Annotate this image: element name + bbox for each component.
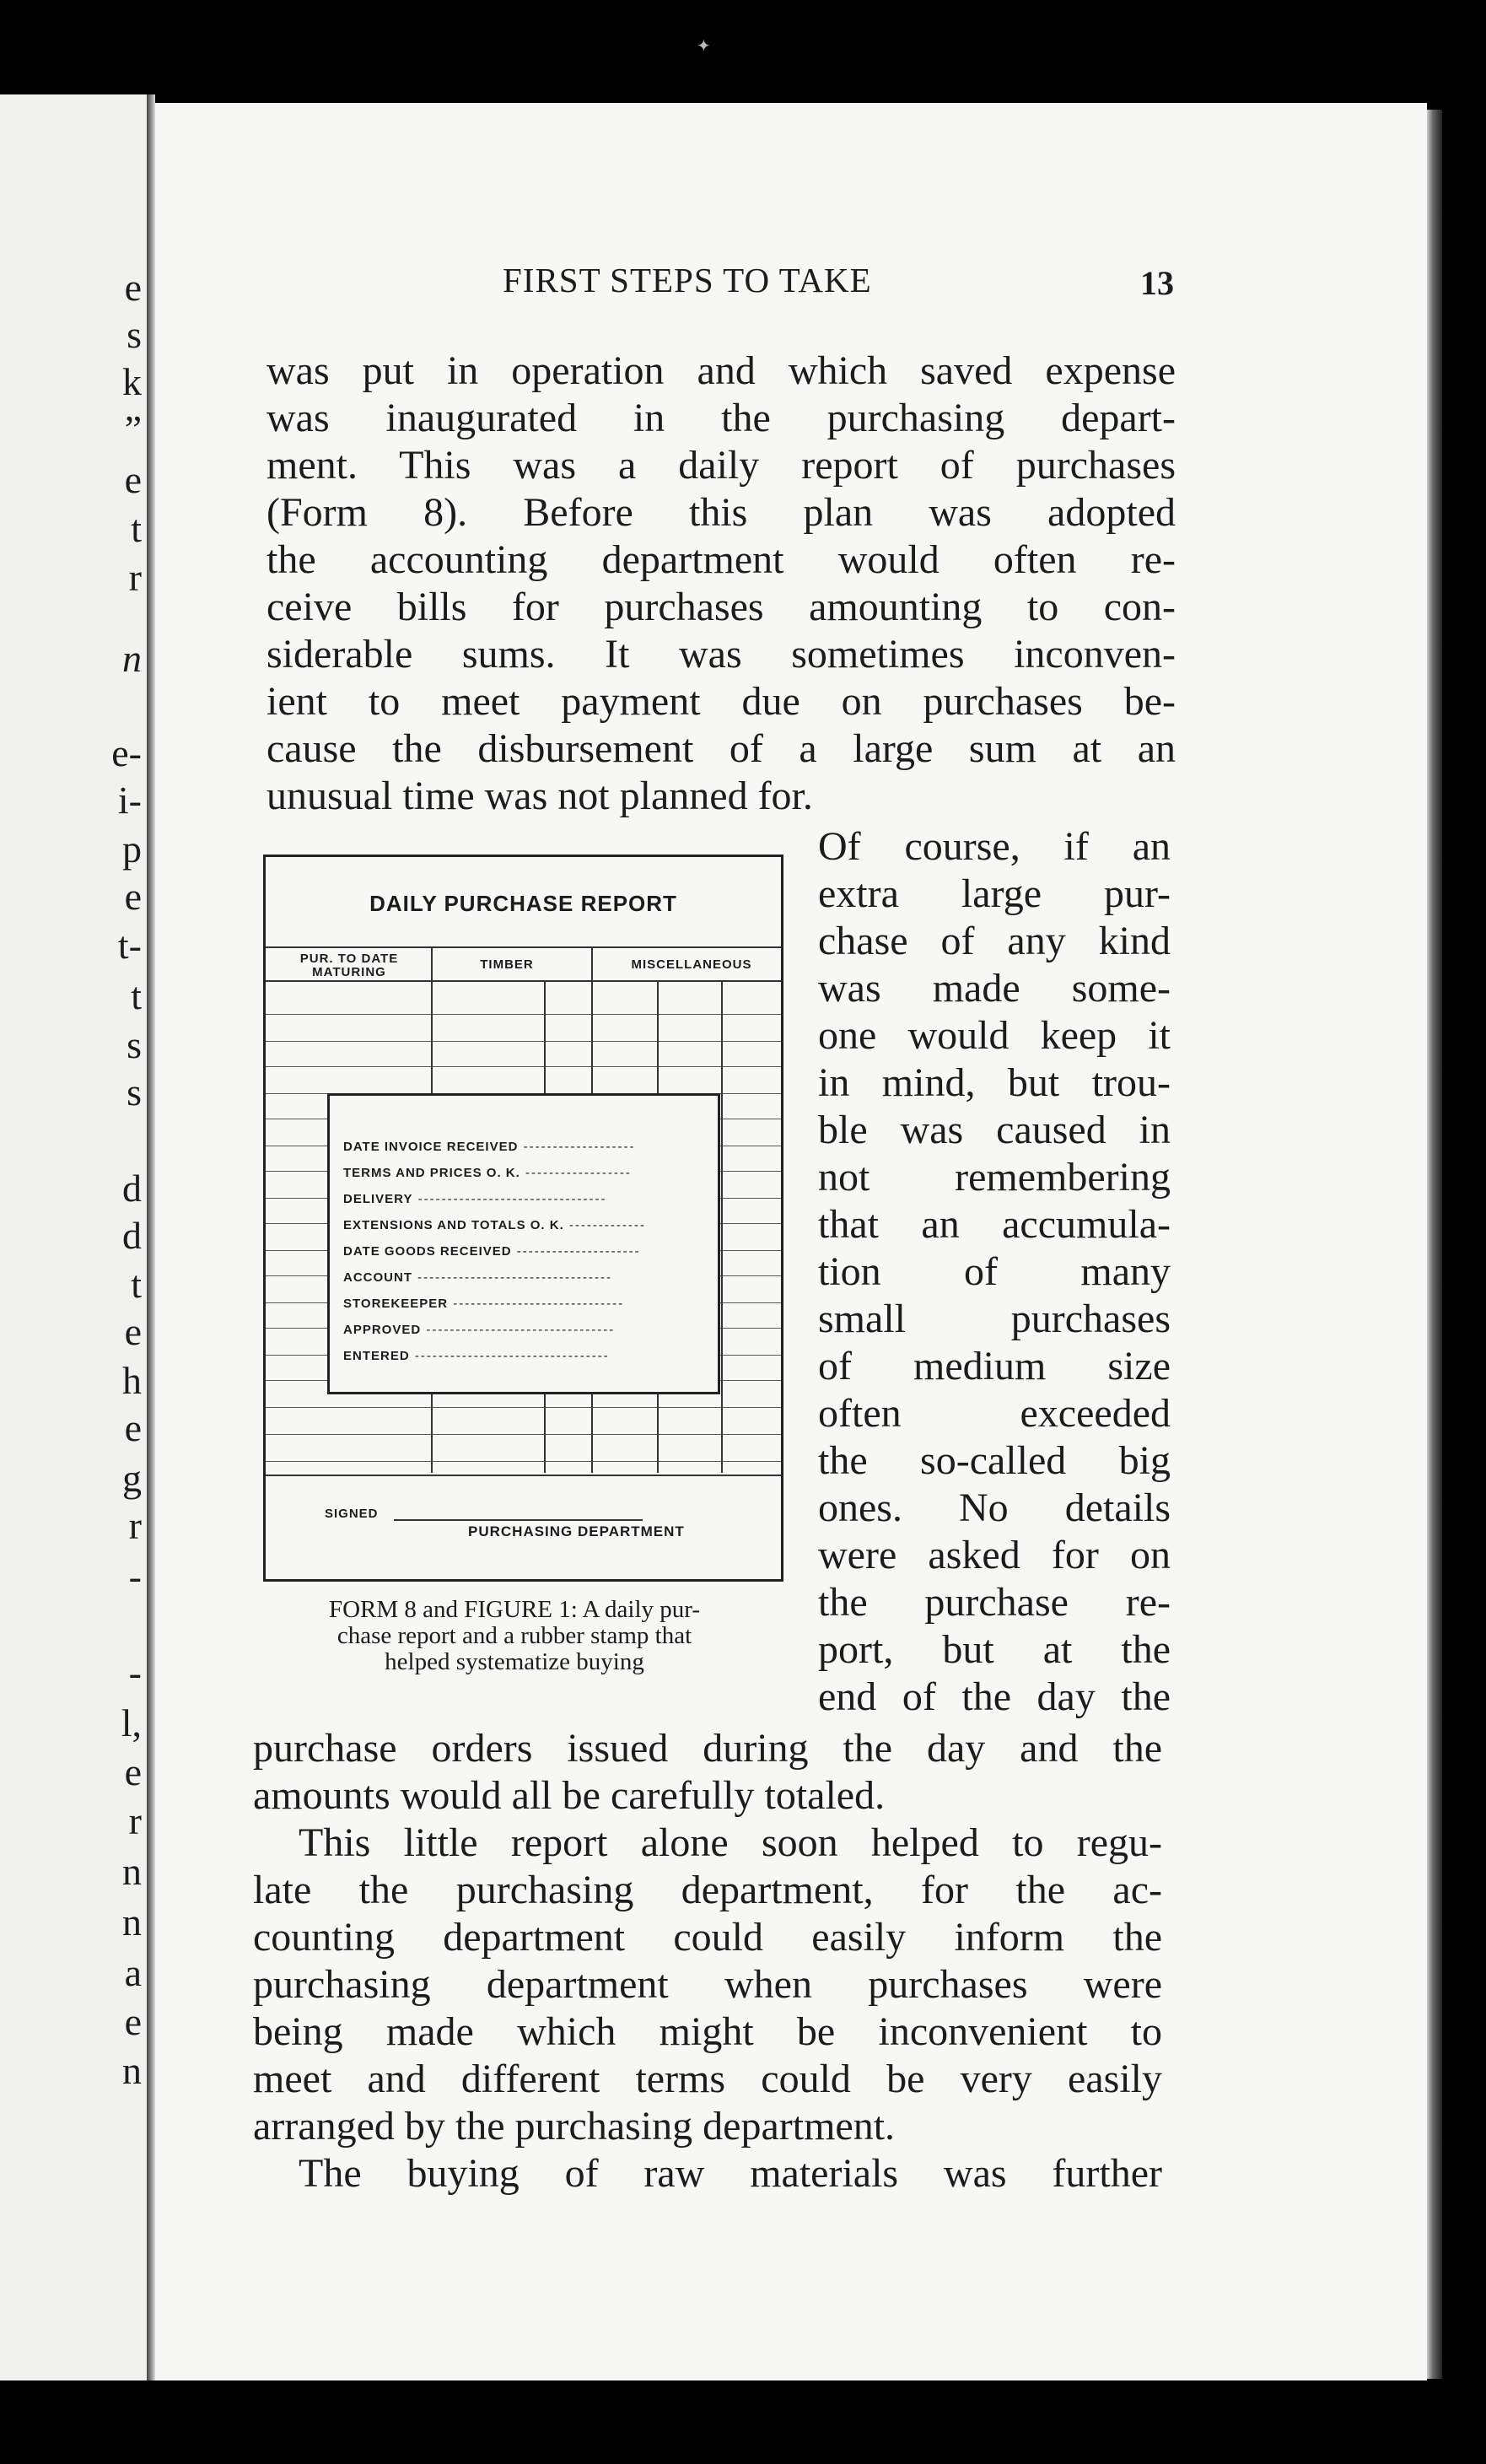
text-line: Of course, if an bbox=[818, 824, 1171, 869]
text-line: chase of any kind bbox=[818, 919, 1171, 963]
stamp-field bbox=[343, 1323, 615, 1337]
facing-page-edge bbox=[0, 94, 147, 2380]
text-line: counting department could easily inform the bbox=[253, 1915, 1162, 1960]
stamp-field-label: DELIVERY bbox=[343, 1192, 413, 1206]
text-line: being made which might be inconvenient to bbox=[253, 2009, 1162, 2054]
stamp-field-label: APPROVED bbox=[343, 1323, 422, 1337]
form-title: DAILY PURCHASE REPORT bbox=[369, 891, 677, 916]
form-row-rule bbox=[266, 1014, 781, 1015]
facing-page-fragment: i- bbox=[117, 779, 142, 822]
paragraph-2 bbox=[818, 823, 1171, 1721]
facing-page-fragment: t bbox=[131, 1263, 142, 1306]
text-line: was put in operation and which saved expense bbox=[267, 348, 1176, 393]
facing-page-fragment: ” bbox=[124, 407, 142, 450]
facing-page-fragment: n bbox=[122, 1850, 142, 1893]
text-line: were asked for on bbox=[818, 1533, 1171, 1577]
text-line: of medium size bbox=[818, 1344, 1171, 1388]
stamp-field bbox=[343, 1166, 632, 1180]
text-line: ble was caused in bbox=[818, 1108, 1171, 1152]
form-row-rule bbox=[266, 1434, 781, 1435]
signed-label: SIGNED bbox=[325, 1507, 379, 1521]
text-line: amounts would all be carefully totaled. bbox=[253, 1773, 886, 1818]
stamp-field bbox=[343, 1244, 641, 1259]
text-line: cause the disbursement of a large sum at an bbox=[267, 726, 1176, 771]
text-line: often exceeded bbox=[818, 1391, 1171, 1436]
facing-page-fragment: e bbox=[124, 1406, 142, 1449]
stamp-field-blank: -------------------------------- bbox=[412, 1192, 607, 1206]
stamp-field bbox=[343, 1349, 610, 1363]
text-line: the so-called big bbox=[818, 1438, 1171, 1483]
facing-page-fragment: - bbox=[128, 1651, 142, 1694]
text-line: one would keep it bbox=[818, 1013, 1171, 1058]
text-line: unusual time was not planned for. bbox=[267, 774, 813, 818]
facing-page-fragment: e bbox=[124, 1310, 142, 1353]
stamp-field-label: EXTENSIONS AND TOTALS O. K. bbox=[343, 1218, 564, 1232]
text-line: not remembering bbox=[818, 1155, 1171, 1200]
stamp-field-blank: -------------------------------- bbox=[421, 1323, 616, 1337]
form-row-rule bbox=[266, 1407, 781, 1408]
paragraph-3 bbox=[253, 1725, 1162, 2197]
text-line: meet and different terms could be very easily bbox=[253, 2057, 1162, 2101]
facing-page-fragment: t- bbox=[117, 924, 142, 967]
paragraph-1 bbox=[267, 348, 1176, 820]
facing-page-fragment: h bbox=[122, 1359, 142, 1402]
text-line: ient to meet payment due on purchases be- bbox=[267, 679, 1176, 724]
facing-page-fragment: e bbox=[124, 1750, 142, 1793]
facing-page-fragment: d bbox=[122, 1214, 142, 1257]
form-row-rule bbox=[266, 1041, 781, 1042]
facing-page-fragment: d bbox=[122, 1167, 142, 1210]
text-line: purchasing department when purchases were bbox=[253, 1962, 1162, 2007]
facing-page-fragment: n bbox=[122, 2049, 142, 2092]
facing-page-fragment: s bbox=[127, 1023, 142, 1066]
stamp-field bbox=[343, 1297, 624, 1311]
text-line: end of the day the bbox=[818, 1674, 1171, 1719]
form-column-rule bbox=[266, 980, 781, 982]
facing-page-fragment: e bbox=[124, 2000, 142, 2043]
facing-page-fragment: k bbox=[122, 360, 142, 403]
facing-page-fragment: r bbox=[128, 1504, 142, 1547]
facing-page-fragment: p bbox=[122, 828, 142, 871]
form-footer-rule bbox=[266, 1475, 781, 1476]
caption-line: FORM 8 and FIGURE 1: A daily pur- bbox=[328, 1596, 701, 1623]
text-line: in mind, but trou- bbox=[818, 1060, 1171, 1105]
stamp-field-label: DATE INVOICE RECEIVED bbox=[343, 1140, 519, 1154]
form-header-rule bbox=[266, 946, 781, 948]
scan-speck: ✦ bbox=[697, 37, 711, 56]
facing-page-fragment: t bbox=[131, 974, 142, 1017]
column-header-miscellaneous: MISCELLANEOUS bbox=[631, 957, 752, 972]
rubber-stamp bbox=[327, 1093, 720, 1394]
stamp-field-label: STOREKEEPER bbox=[343, 1297, 449, 1311]
daily-purchase-report-form bbox=[263, 855, 783, 1582]
text-line: extra large pur- bbox=[818, 871, 1171, 916]
facing-page-fragment: n bbox=[122, 1901, 142, 1944]
stamp-field-blank: ------------- bbox=[563, 1218, 646, 1232]
column-header-timber: TIMBER bbox=[480, 957, 534, 972]
text-line: purchase orders issued during the day and the bbox=[253, 1726, 1162, 1771]
text-line: the accounting department would often re- bbox=[267, 537, 1176, 582]
text-line: tion of many bbox=[818, 1249, 1171, 1294]
text-line: that an accumula- bbox=[818, 1202, 1171, 1247]
purchasing-department-label: PURCHASING DEPARTMENT bbox=[468, 1523, 685, 1539]
facing-page-fragment: t bbox=[131, 507, 142, 550]
text-line: port, but at the bbox=[818, 1627, 1171, 1672]
stamp-field-label: DATE GOODS RECEIVED bbox=[343, 1244, 512, 1259]
page-number: 13 bbox=[1140, 264, 1174, 302]
signature-line bbox=[394, 1519, 643, 1521]
stamp-field bbox=[343, 1218, 646, 1232]
column-header-pur-to-date: PUR. TO DATE MATURING bbox=[299, 952, 399, 979]
facing-page-fragment: a bbox=[124, 1951, 142, 1994]
stamp-field-label: TERMS AND PRICES O. K. bbox=[343, 1166, 520, 1180]
facing-page-fragment: e bbox=[124, 266, 142, 309]
facing-page-fragment: n bbox=[122, 637, 142, 680]
text-line: ment. This was a daily report of purchases bbox=[267, 443, 1176, 488]
facing-page-fragment: r bbox=[128, 556, 142, 599]
figure-caption bbox=[250, 1597, 779, 1675]
facing-page-fragment: s bbox=[127, 1070, 142, 1113]
text-line: was inaugurated in the purchasing depart- bbox=[267, 396, 1176, 440]
facing-page-fragment: e- bbox=[111, 731, 142, 774]
facing-page-fragment: e bbox=[124, 875, 142, 918]
text-line: siderable sums. It was sometimes inconven- bbox=[267, 632, 1176, 677]
form-row-rule bbox=[266, 1461, 781, 1462]
text-line: small purchases bbox=[818, 1297, 1171, 1341]
facing-page-fragment: - bbox=[128, 1555, 142, 1598]
text-line: arranged by the purchasing department. bbox=[253, 2104, 896, 2149]
stamp-field-blank: --------------------------------- bbox=[412, 1270, 613, 1285]
stamp-field bbox=[343, 1192, 606, 1206]
form-row-rule bbox=[266, 1066, 781, 1067]
stamp-field-blank: --------------------- bbox=[511, 1244, 641, 1259]
stamp-field-label: ACCOUNT bbox=[343, 1270, 412, 1285]
text-line: ceive bills for purchases amounting to con- bbox=[267, 585, 1176, 629]
text-line: late the purchasing department, for the ac- bbox=[253, 1868, 1162, 1912]
facing-page-fragment: g bbox=[122, 1457, 142, 1500]
caption-line: chase report and a rubber stamp that bbox=[337, 1622, 692, 1649]
caption-line: helped systematize buying bbox=[385, 1648, 644, 1675]
text-line: ones. No details bbox=[818, 1485, 1171, 1530]
text-line: This little report alone soon helped to regu- bbox=[299, 1820, 1162, 1865]
running-head: FIRST STEPS TO TAKE bbox=[503, 261, 872, 299]
stamp-field-label: ENTERED bbox=[343, 1349, 410, 1363]
form-column-rule bbox=[721, 980, 723, 1473]
stamp-field bbox=[343, 1140, 636, 1154]
book-gutter bbox=[147, 94, 155, 2380]
stamp-field-blank: ------------------ bbox=[520, 1166, 632, 1180]
facing-page-fragment: l, bbox=[121, 1701, 142, 1744]
stamp-field-blank: ----------------------------- bbox=[448, 1297, 625, 1311]
text-line: was made some- bbox=[818, 966, 1171, 1011]
facing-page-fragment: e bbox=[124, 458, 142, 501]
stamp-field bbox=[343, 1270, 612, 1285]
page-edge-shadow bbox=[1427, 110, 1442, 2379]
stamp-field-blank: --------------------------------- bbox=[409, 1349, 610, 1363]
facing-page-fragment: s bbox=[127, 313, 142, 356]
stamp-field-blank: ------------------- bbox=[518, 1140, 636, 1154]
text-line: (Form 8). Before this plan was adopted bbox=[267, 490, 1176, 535]
text-line: The buying of raw materials was further bbox=[299, 2151, 1162, 2196]
facing-page-fragment: r bbox=[128, 1799, 142, 1842]
text-line: the purchase re- bbox=[818, 1580, 1171, 1625]
